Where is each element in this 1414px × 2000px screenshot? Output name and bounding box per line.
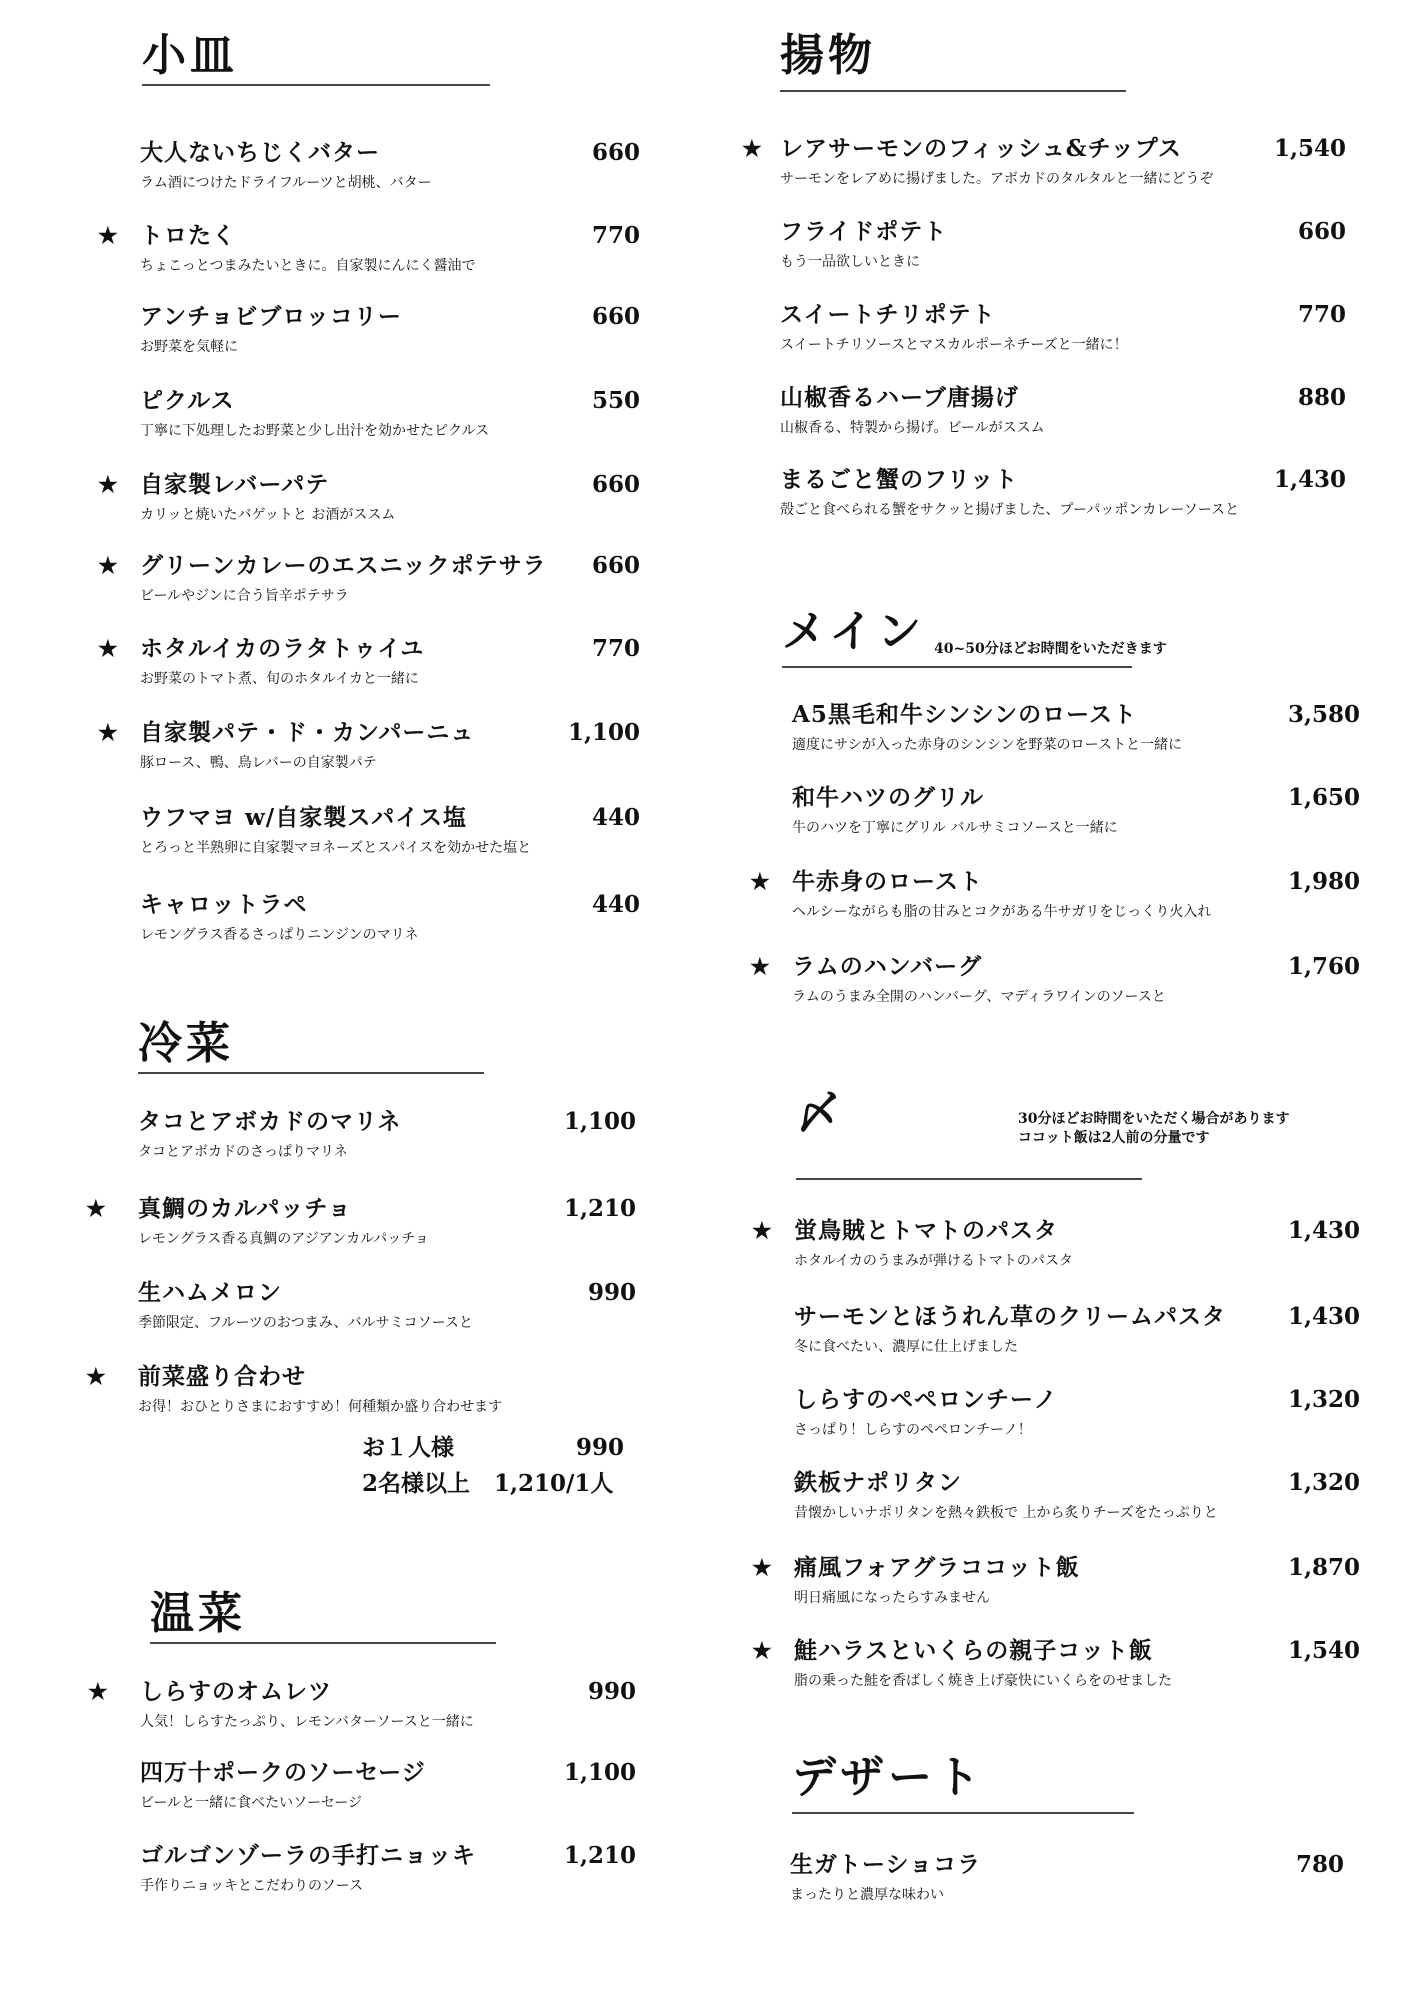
item-description: 丁寧に下処理したお野菜と少し出汁を効かせたピクルス	[140, 423, 490, 439]
item-description: 適度にサシが入った赤身のシンシンを野菜のローストと一緒に	[792, 737, 1182, 753]
item-name: A5黒毛和牛シンシンのロースト	[792, 701, 1137, 728]
item-name: アンチョビブロッコリー	[140, 303, 402, 330]
item-name: まるごと蟹のフリット	[780, 466, 1019, 493]
menu-item	[742, 134, 1346, 194]
item-price: 660	[591, 303, 640, 330]
item-price: 1,100	[563, 1759, 636, 1786]
recommended-star-icon: ★	[750, 954, 770, 980]
recommended-star-icon: ★	[750, 869, 770, 895]
item-description: お野菜のトマト煮、旬のホタルイカと一緒に	[140, 671, 419, 687]
item-name: 生ガトーショコラ	[790, 1851, 982, 1878]
item-description: 山椒香る、特製から揚げ。ビールがススム	[780, 420, 1045, 436]
item-price: 440	[591, 891, 640, 918]
item-name: 痛風フォアグラココット飯	[794, 1554, 1080, 1581]
item-description: サーモンをレアめに揚げました。アボカドのタルタルと一緒にどうぞ	[780, 171, 1214, 187]
recommended-star-icon: ★	[752, 1218, 772, 1244]
item-name: 牛赤身のロースト	[792, 868, 983, 895]
platter-option-price: 1,210/1人	[494, 1470, 614, 1497]
platter-option-label: お１人様	[362, 1434, 454, 1461]
item-price: 780	[1295, 1851, 1344, 1878]
item-price: 1,210	[563, 1195, 636, 1222]
section-rule-reisai	[138, 1072, 484, 1074]
item-name: 真鯛のカルパッチョ	[138, 1195, 352, 1222]
section-note-main: 40~50分ほどお時間をいただきます	[934, 641, 1167, 657]
item-description: 豚ロース、鴨、鳥レバーの自家製パテ	[140, 755, 377, 771]
item-description: お野菜を気軽に	[140, 339, 238, 355]
menu-item	[98, 551, 640, 611]
menu-item	[750, 952, 1360, 1012]
item-description: レモングラス香るさっぱりニンジンのマリネ	[140, 927, 419, 943]
item-description: ちょこっとつまみたいときに。自家製にんにく醤油で	[140, 258, 476, 274]
menu-item	[140, 1841, 636, 1901]
section-title-reisai: 冷菜	[138, 1018, 234, 1069]
item-description: レモングラス香る真鯛のアジアンカルパッチョ	[138, 1231, 429, 1247]
recommended-star-icon: ★	[98, 636, 118, 662]
item-description: 昔懐かしいナポリタンを熱々鉄板で 上から炙りチーズをたっぷりと	[794, 1505, 1218, 1521]
menu-item	[780, 300, 1346, 360]
menu-item	[88, 1677, 636, 1737]
item-name: キャロットラペ	[140, 891, 308, 918]
item-price: 660	[591, 471, 640, 498]
menu-item	[794, 1302, 1360, 1362]
recommended-star-icon: ★	[88, 1679, 108, 1705]
section-title-kozara: 小皿	[142, 30, 238, 81]
item-description: ビールやジンに合う旨辛ポテサラ	[140, 588, 349, 604]
section-rule-shime	[796, 1178, 1142, 1180]
recommended-star-icon: ★	[752, 1638, 772, 1664]
item-name: 鉄板ナポリタン	[794, 1469, 962, 1496]
item-price: 1,320	[1287, 1469, 1360, 1496]
item-name: グリーンカレーのエスニックポテサラ	[140, 552, 547, 579]
menu-item	[780, 217, 1346, 277]
item-description: 人気！しらすたっぷり、レモンバターソースと一緒に	[140, 1714, 474, 1730]
item-price: 660	[591, 552, 640, 579]
item-description: 冬に食べたい、濃厚に仕上げました	[794, 1339, 1018, 1355]
item-name: ラムのハンバーグ	[792, 953, 983, 980]
item-description: もう一品欲しいときに	[780, 254, 920, 270]
item-description: さっぱり！しらすのペペロンチーノ！	[794, 1422, 1032, 1438]
item-name: しらすのペペロンチーノ	[794, 1386, 1058, 1413]
item-price: 990	[587, 1279, 636, 1306]
menu-item	[86, 1362, 636, 1422]
item-price: 1,100	[567, 719, 640, 746]
item-description: 牛のハツを丁寧にグリル バルサミコソースと一緒に	[792, 820, 1118, 836]
item-description: スイートチリソースとマスカルポーネチーズと一緒に！	[780, 337, 1128, 353]
item-price: 1,100	[563, 1108, 636, 1135]
menu-item	[140, 890, 640, 950]
item-description: ヘルシーながらも脂の甘みとコクがある牛サガリをじっくり火入れ	[792, 904, 1212, 920]
item-description: カリッと焼いたバゲットと お酒がススム	[140, 507, 396, 523]
item-description: お得！おひとりさまにおすすめ！何種類か盛り合わせます	[138, 1399, 503, 1415]
menu-item	[792, 783, 1360, 843]
recommended-star-icon: ★	[742, 136, 762, 162]
item-price: 1,540	[1287, 1637, 1360, 1664]
section-note-shime: 30分ほどお時間をいただく場合があります ココット飯は2人前の分量です	[1018, 1111, 1290, 1146]
item-description: ホタルイカのうまみが弾けるトマトのパスタ	[794, 1253, 1073, 1269]
item-description: 手作りニョッキとこだわりのソース	[140, 1878, 364, 1894]
item-name: ピクルス	[140, 387, 235, 414]
menu-item	[138, 1278, 636, 1338]
item-price: 880	[1297, 384, 1346, 411]
item-description: 殻ごと食べられる蟹をサクッと揚げました、プーパッポンカレーソースと	[780, 502, 1240, 518]
item-price: 1,760	[1287, 953, 1360, 980]
item-price: 1,540	[1273, 135, 1346, 162]
menu-item	[140, 138, 640, 198]
item-price: 3,580	[1287, 701, 1360, 728]
menu-item	[752, 1636, 1360, 1696]
section-rule-onsai	[150, 1642, 496, 1644]
item-name: 蛍鳥賊とトマトのパスタ	[794, 1217, 1058, 1244]
item-name: 前菜盛り合わせ	[138, 1363, 306, 1390]
section-rule-main	[782, 666, 1132, 668]
item-name: 生ハムメロン	[138, 1279, 282, 1306]
item-price: 1,430	[1287, 1217, 1360, 1244]
item-price: 660	[1297, 218, 1346, 245]
menu-item	[792, 700, 1360, 760]
item-name: しらすのオムレツ	[140, 1678, 332, 1705]
item-name: 和牛ハツのグリル	[792, 784, 984, 811]
item-name: 自家製パテ・ド・カンパーニュ	[140, 719, 475, 746]
menu-item	[752, 1553, 1360, 1613]
menu-item	[140, 803, 640, 863]
menu-item	[140, 302, 640, 362]
item-price: 990	[587, 1678, 636, 1705]
item-description: ラム酒につけたドライフルーツと胡桃、バター	[140, 175, 432, 191]
item-description: ラムのうまみ全開のハンバーグ、マディラワインのソースと	[792, 989, 1166, 1005]
section-rule-agemono	[780, 90, 1126, 92]
section-title-onsai: 温菜	[150, 1588, 246, 1639]
platter-option-label: 2名様以上	[362, 1470, 471, 1497]
menu-item	[780, 383, 1346, 443]
recommended-star-icon: ★	[752, 1555, 772, 1581]
item-price: 1,870	[1287, 1554, 1360, 1581]
item-name: 四万十ポークのソーセージ	[140, 1759, 426, 1786]
item-name: タコとアボカドのマリネ	[138, 1108, 402, 1135]
item-description: 明日痛風になったらすみません	[794, 1590, 990, 1606]
item-name: 自家製レバーパテ	[140, 471, 330, 498]
menu-item	[140, 1758, 636, 1818]
recommended-star-icon: ★	[86, 1364, 106, 1390]
item-name: 大人ないちじくバター	[140, 139, 380, 166]
menu-item	[790, 1850, 1344, 1910]
recommended-star-icon: ★	[98, 720, 118, 746]
item-description: 季節限定、フルーツのおつまみ、バルサミコソースと	[138, 1315, 473, 1331]
item-description: まったりと濃厚な味わい	[790, 1887, 944, 1903]
item-name: ゴルゴンゾーラの手打ニョッキ	[140, 1842, 476, 1869]
menu-item	[794, 1468, 1360, 1528]
section-title-dessert: デザート	[792, 1752, 984, 1803]
item-price: 440	[591, 804, 640, 831]
item-name: ウフマヨ w/自家製スパイス塩	[140, 804, 467, 831]
menu-item	[98, 718, 640, 778]
menu-item	[138, 1107, 636, 1167]
recommended-star-icon: ★	[86, 1196, 106, 1222]
menu-item	[98, 470, 640, 530]
item-description: ビールと一緒に食べたいソーセージ	[140, 1795, 363, 1811]
section-rule-dessert	[792, 1812, 1134, 1814]
menu-item	[752, 1216, 1360, 1276]
menu-item	[86, 1194, 636, 1254]
item-name: 山椒香るハーブ唐揚げ	[780, 384, 1019, 411]
item-name: フライドポテト	[780, 218, 948, 245]
item-name: ホタルイカのラタトゥイユ	[140, 635, 425, 662]
menu-item	[98, 634, 640, 694]
item-price: 1,210	[563, 1842, 636, 1869]
platter-option-price: 990	[576, 1434, 625, 1461]
item-description: とろっと半熟卵に自家製マヨネーズとスパイスを効かせた塩と	[140, 840, 532, 856]
item-price: 1,430	[1273, 466, 1346, 493]
recommended-star-icon: ★	[98, 553, 118, 579]
item-name: 鮭ハラスといくらの親子コット飯	[794, 1637, 1153, 1664]
section-title-main: メイン	[782, 606, 926, 657]
item-name: スイートチリポテト	[780, 301, 996, 328]
item-description: タコとアボカドのさっぱりマリネ	[138, 1144, 348, 1160]
section-title-shime: 〆	[796, 1088, 844, 1139]
recommended-star-icon: ★	[98, 223, 118, 249]
menu-item	[98, 221, 640, 281]
item-price: 660	[591, 139, 640, 166]
item-price: 1,650	[1287, 784, 1360, 811]
recommended-star-icon: ★	[98, 472, 118, 498]
section-rule-kozara	[142, 84, 490, 86]
item-price: 550	[591, 387, 640, 414]
item-price: 770	[591, 635, 640, 662]
menu-item	[794, 1385, 1360, 1445]
menu-item	[780, 465, 1346, 525]
item-name: トロたく	[140, 222, 236, 249]
item-name: サーモンとほうれん草のクリームパスタ	[794, 1303, 1226, 1330]
item-price: 1,320	[1287, 1386, 1360, 1413]
item-price: 1,980	[1287, 868, 1360, 895]
item-price: 1,430	[1287, 1303, 1360, 1330]
item-price: 770	[591, 222, 640, 249]
item-description: 脂の乗った鮭を香ばしく焼き上げ豪快にいくらをのせました	[794, 1673, 1172, 1689]
menu-item	[140, 386, 640, 446]
item-price: 770	[1297, 301, 1346, 328]
menu-item	[750, 867, 1360, 927]
item-name: レアサーモンのフィッシュ&チップス	[780, 135, 1182, 162]
section-title-agemono: 揚物	[780, 30, 876, 81]
